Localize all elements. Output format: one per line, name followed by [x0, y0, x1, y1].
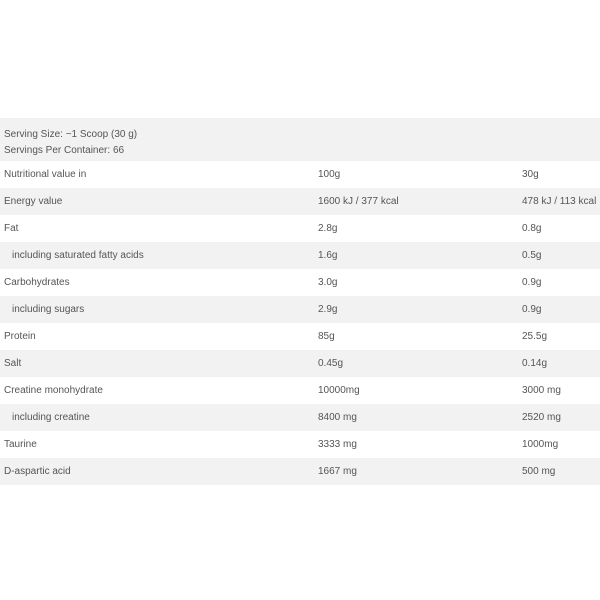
nutrient-name: Creatine monohydrate: [4, 385, 103, 396]
value-per-100g: 1.6g: [318, 250, 338, 261]
table-row: [0, 188, 600, 215]
value-per-100g: 0.45g: [318, 358, 344, 369]
value-per-serving: 2520 mg: [522, 412, 561, 423]
value-per-serving: 0.8g: [522, 223, 542, 234]
value-per-serving: 500 mg: [522, 466, 556, 477]
nutrient-name: Taurine: [4, 439, 37, 450]
value-per-serving: 0.5g: [522, 250, 542, 261]
table-row: [0, 404, 600, 431]
value-per-serving: 0.9g: [522, 277, 542, 288]
nutrient-name: Energy value: [4, 196, 63, 207]
header-label: Nutritional value in: [4, 169, 87, 180]
nutrient-name: Salt: [4, 358, 22, 369]
value-per-100g: 3.0g: [318, 277, 338, 288]
value-per-100g: 1600 kJ / 377 kcal: [318, 196, 399, 207]
header-col-100g: 100g: [318, 169, 341, 180]
value-per-100g: 1667 mg: [318, 466, 357, 477]
value-per-serving: 3000 mg: [522, 385, 561, 396]
table-row: [0, 269, 600, 296]
table-row: [0, 431, 600, 458]
nutrient-name: Carbohydrates: [4, 277, 70, 288]
value-per-100g: 10000mg: [318, 385, 360, 396]
table-row: [0, 458, 600, 485]
nutrient-name: Protein: [4, 331, 36, 342]
table-row: [0, 377, 600, 404]
serving-info: [0, 118, 600, 161]
nutrient-name: including sugars: [12, 304, 85, 315]
table-row: [0, 215, 600, 242]
value-per-serving: 478 kJ / 113 kcal: [522, 196, 597, 207]
value-per-serving: 1000mg: [522, 439, 559, 450]
nutrient-name: including creatine: [12, 412, 90, 423]
value-per-100g: 2.9g: [318, 304, 338, 315]
value-per-serving: 25.5g: [522, 331, 548, 342]
table-row: [0, 350, 600, 377]
nutrient-name: D-aspartic acid: [4, 466, 71, 477]
header-col-serving: 30g: [522, 169, 539, 180]
value-per-100g: 85g: [318, 331, 335, 342]
nutrient-name: Fat: [4, 223, 19, 234]
value-per-100g: 3333 mg: [318, 439, 357, 450]
table-row: [0, 323, 600, 350]
value-per-serving: 0.9g: [522, 304, 542, 315]
table-row: [0, 296, 600, 323]
servings-per-container: Servings Per Container: 66: [4, 145, 125, 156]
serving-size: Serving Size: ~1 Scoop (30 g): [4, 129, 138, 140]
table-header-row: [0, 161, 600, 188]
table-row: [0, 242, 600, 269]
value-per-100g: 8400 mg: [318, 412, 357, 423]
nutrient-name: including saturated fatty acids: [12, 250, 144, 261]
value-per-100g: 2.8g: [318, 223, 338, 234]
value-per-serving: 0.14g: [522, 358, 548, 369]
nutrition-table: [0, 118, 600, 485]
